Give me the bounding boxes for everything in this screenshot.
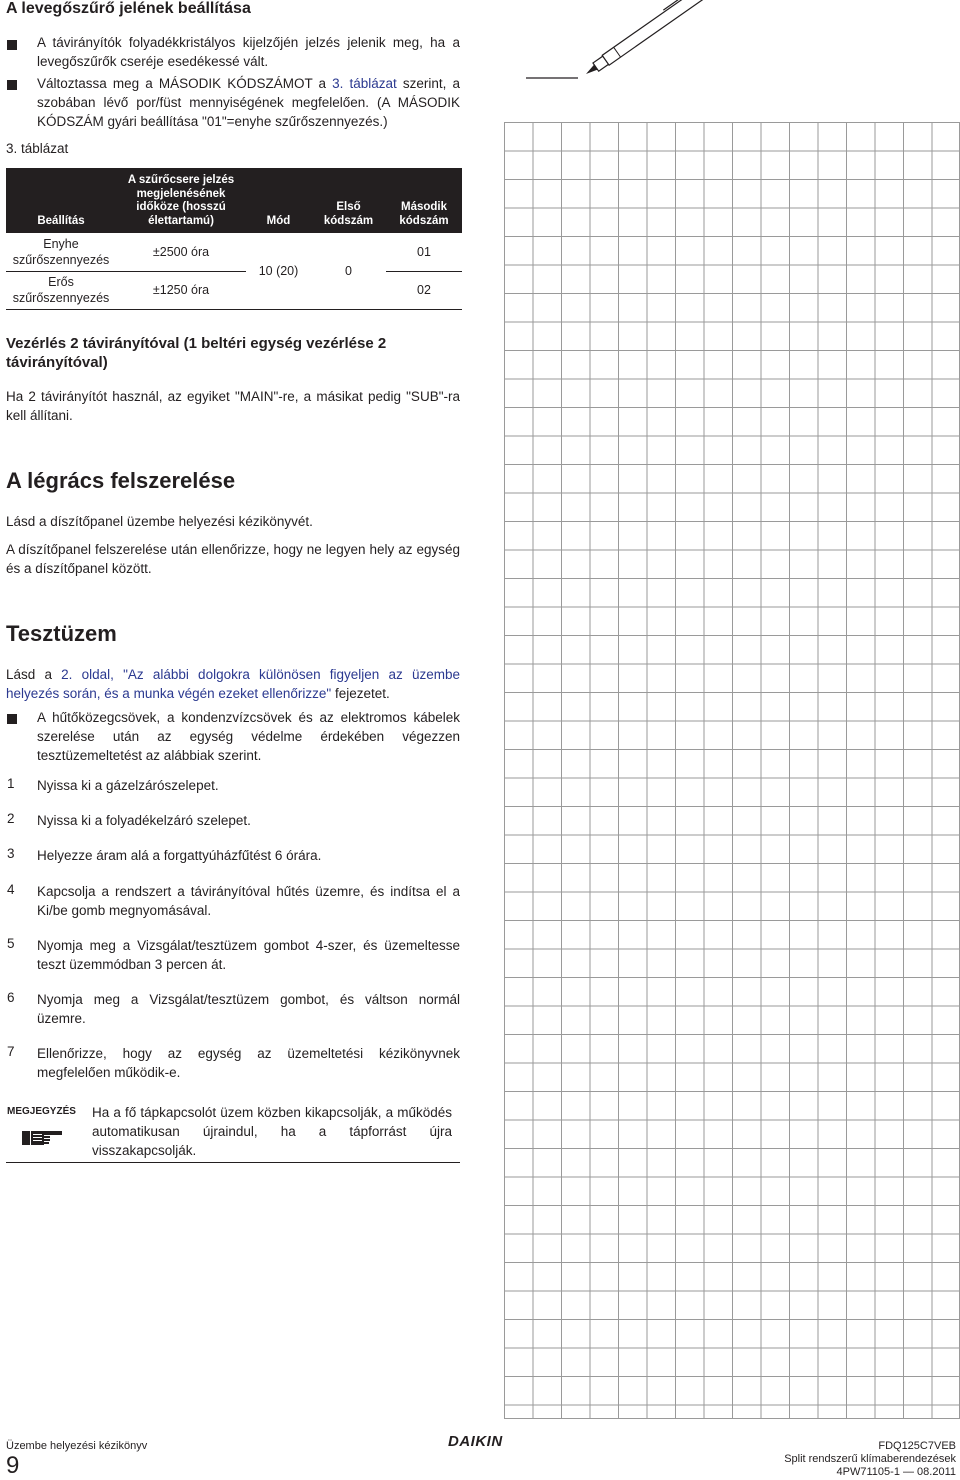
section-title-two-remotes: Vezérlés 2 távirányítóval (1 beltéri egység vezérlése 2 távirányítóval) — [6, 335, 387, 371]
step-number: 6 — [7, 990, 15, 1005]
header-second-code: Második kódszám — [386, 168, 462, 233]
note-label: MEGJEGYZÉS — [7, 1106, 76, 1117]
bullet-marker — [7, 40, 17, 50]
pen-icon — [522, 0, 712, 82]
cell-setting: Enyhe szűrőszennyezés — [12, 236, 110, 267]
footer-doc-number: 4PW71105-1 — 08.2011 — [836, 1466, 956, 1478]
table-caption: 3. táblázat — [6, 141, 69, 156]
step-text: Nyomja meg a Vizsgálat/tesztüzem gombot 4-szer, és üzemeltesse teszt üzemmódban 3 percen át. — [37, 938, 460, 972]
step-number: 1 — [7, 776, 15, 791]
header-mode: Mód — [246, 168, 311, 233]
grille-paragraph-2: A díszítőpanel felszerelése után ellenőrizze, hogy ne legyen hely az egység és a díszítőpanel között. — [6, 542, 460, 576]
section-title-test-run: Tesztüzem — [6, 621, 117, 646]
grille-paragraph-1: Lásd a díszítőpanel üzembe helyezési kézikönyvét. — [6, 514, 313, 529]
page-2-link[interactable]: 2. oldal, "Az alábbi dolgokra különösen figyeljen az üzembe helyezés során, és a munka végén ezeket ellenőrizze" — [6, 667, 460, 701]
cell-second-code: 01 — [417, 244, 431, 259]
footer-product: Split rendszerű klímaberendezések — [784, 1453, 956, 1465]
test-run-reference — [6, 665, 460, 703]
filter-sign-bullet-1: A távirányítók folyadékkristályos kijelzőjén jelzés jelenik meg, ha a levegőszűrők cseréje esedékessé vált. — [37, 35, 460, 69]
notes-grid — [504, 122, 960, 1419]
table-row — [6, 233, 462, 271]
section-title-grille: A légrács felszerelése — [6, 468, 236, 493]
step-text: Nyissa ki a gázelzárószelepet. — [37, 778, 219, 793]
bullet-2-text-pre: Változtassa meg a MÁSODIK KÓDSZÁMOT a — [37, 76, 333, 91]
cell-interval: ±2500 óra — [152, 244, 210, 259]
step-text: Helyezze áram alá a forgattyúházfűtést 6 órára. — [37, 848, 322, 863]
footer-manual-title: Üzembe helyezési kézikönyv — [6, 1440, 148, 1452]
bullet-marker — [7, 80, 17, 90]
reference-text-post: fejezetet. — [331, 686, 390, 701]
cell-first-code: 0 — [311, 233, 386, 309]
bullet-marker — [7, 714, 17, 724]
step-text: Nyomja meg a Vizsgálat/tesztüzem gombot, és váltson normál üzemre. — [37, 992, 460, 1026]
step-number: 7 — [7, 1044, 15, 1059]
table-header-row — [6, 168, 462, 233]
note-text: Ha a fő tápkapcsolót üzem közben kikapcsolják, a működés automatikusan újraindul, ha a tápforrást újra visszakapcsolják. — [92, 1105, 452, 1158]
step-number: 5 — [7, 936, 15, 951]
footer-model: FDQ125C7VEB — [878, 1440, 956, 1452]
test-run-bullet: A hűtőközegcsövek, a kondenzvízcsövek és az elektromos kábelek szerelése után az egység védelme érdekében végezzen tesztüzemeltetést az alábbiak szerint. — [37, 710, 460, 763]
step-number: 3 — [7, 846, 15, 861]
table-3-link[interactable]: 3. táblázat — [332, 76, 397, 91]
reference-text-pre: Lásd a — [6, 667, 62, 682]
cell-interval: ±1250 óra — [152, 283, 210, 297]
step-text: Ellenőrizze, hogy az egység az üzemeltetési kézikönyvnek megfelelően működik-e. — [37, 1046, 460, 1080]
filter-setting-table — [6, 168, 462, 310]
note-divider — [6, 1162, 460, 1163]
section-title-filter-sign: A levegőszűrő jelének beállítása — [6, 0, 251, 17]
step-text: Kapcsolja a rendszert a távirányítóval hűtés üzemre, és indítsa el a Ki/be gomb megnyomásával. — [37, 884, 460, 918]
filter-sign-bullet-2 — [37, 74, 460, 131]
header-setting: Beállítás — [6, 168, 116, 233]
cell-second-code: 02 — [417, 283, 431, 297]
page-number: 9 — [6, 1452, 20, 1479]
daikin-logo: DAIKIN — [448, 1433, 503, 1450]
two-remotes-body: Ha 2 távirányítót használ, az egyiket "MAIN"-re, a másikat pedig "SUB"-ra kell állítani. — [6, 389, 460, 423]
header-first-code: Első kódszám — [311, 168, 386, 233]
step-number: 2 — [7, 811, 15, 826]
header-interval: A szűrőcsere jelzés megjelenésének időköze (hosszú élettartamú) — [116, 168, 246, 233]
table-row — [6, 271, 462, 309]
pointing-hand-icon — [20, 1125, 64, 1149]
cell-setting: Erős szűrőszennyezés — [12, 275, 110, 305]
cell-mode: 10 (20) — [246, 233, 311, 309]
step-number: 4 — [7, 882, 15, 897]
step-text: Nyissa ki a folyadékelzáró szelepet. — [37, 813, 251, 828]
bullet-2-text-post: szerint, a szobában lévő por/füst mennyiségének megfelelően. (A MÁSODIK KÓDSZÁM gyári beállítása "01"=enyhe szűrőszennyezés.) — [37, 76, 460, 129]
